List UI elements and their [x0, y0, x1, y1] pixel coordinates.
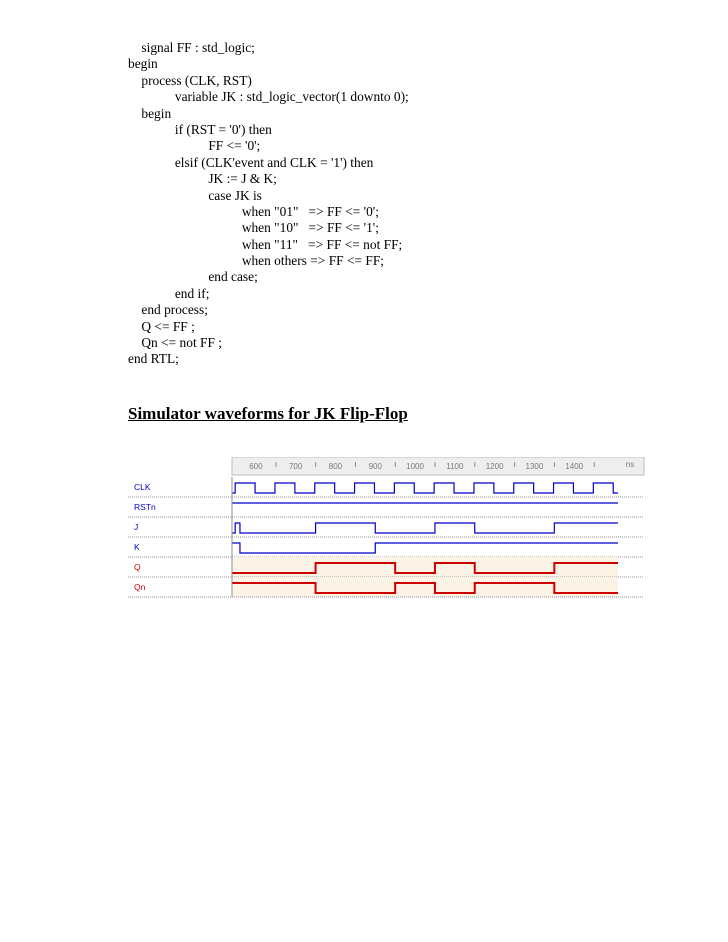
code-line: elsif (CLK'event and CLK = '1') then	[128, 154, 374, 170]
code-line: if (RST = '0') then	[128, 121, 272, 137]
code-line: Q <= FF ;	[128, 318, 195, 334]
tick-label: 1400	[565, 462, 584, 471]
code-line: Qn <= not FF ;	[128, 335, 222, 351]
trace-j	[232, 523, 618, 533]
tick-label: 600	[249, 462, 263, 471]
tick-label: 800	[328, 462, 343, 471]
signal-name: Q	[134, 562, 141, 572]
signal-row-rstn	[128, 502, 644, 517]
vhdl-code-block	[128, 40, 409, 368]
code-line: begin	[128, 56, 158, 72]
code-line: end if;	[128, 285, 210, 301]
signal-row-qn	[128, 577, 644, 597]
code-line: end case;	[128, 269, 258, 285]
signal-row-q	[128, 557, 644, 577]
code-line: end RTL;	[128, 351, 179, 367]
code-line: FF <= '0';	[128, 138, 261, 154]
code-line: signal FF : std_logic;	[128, 40, 255, 55]
code-line: variable JK : std_logic_vector(1 downto 0);	[128, 89, 409, 105]
trace-k	[232, 543, 618, 553]
signal-name: RSTn	[134, 502, 156, 512]
waveform-viewer	[126, 457, 648, 607]
tick-label: 900	[368, 462, 382, 471]
tick-label: 1100	[446, 462, 464, 471]
code-line: case JK is	[128, 187, 262, 203]
tick-label: 1300	[525, 462, 544, 471]
code-line: JK := J & K;	[128, 171, 277, 187]
trace-clk	[232, 483, 618, 493]
signal-row-k	[128, 542, 644, 557]
signal-rows	[128, 477, 644, 597]
code-line: when others => FF <= FF;	[128, 253, 385, 269]
code-line: process (CLK, RST)	[128, 72, 252, 88]
code-line: end process;	[128, 302, 208, 318]
signal-name: K	[134, 542, 140, 552]
section-heading: Simulator waveforms for JK Flip-Flop	[128, 404, 408, 423]
tick-label: 700	[288, 462, 303, 471]
signal-name: Qn	[134, 582, 146, 592]
code-line: when "01" => FF <= '0';	[128, 203, 379, 219]
time-unit-label: ns	[625, 460, 635, 469]
code-line: when "11" => FF <= not FF;	[128, 236, 403, 252]
signal-name: CLK	[134, 482, 151, 492]
signal-row-j	[128, 522, 644, 537]
tick-label: 1200	[485, 462, 504, 471]
code-line: when "10" => FF <= '1';	[128, 220, 379, 236]
tick-label: 1000	[406, 462, 424, 471]
signal-name: J	[134, 522, 139, 532]
signal-row-clk	[128, 482, 644, 497]
code-line: begin	[128, 105, 172, 121]
